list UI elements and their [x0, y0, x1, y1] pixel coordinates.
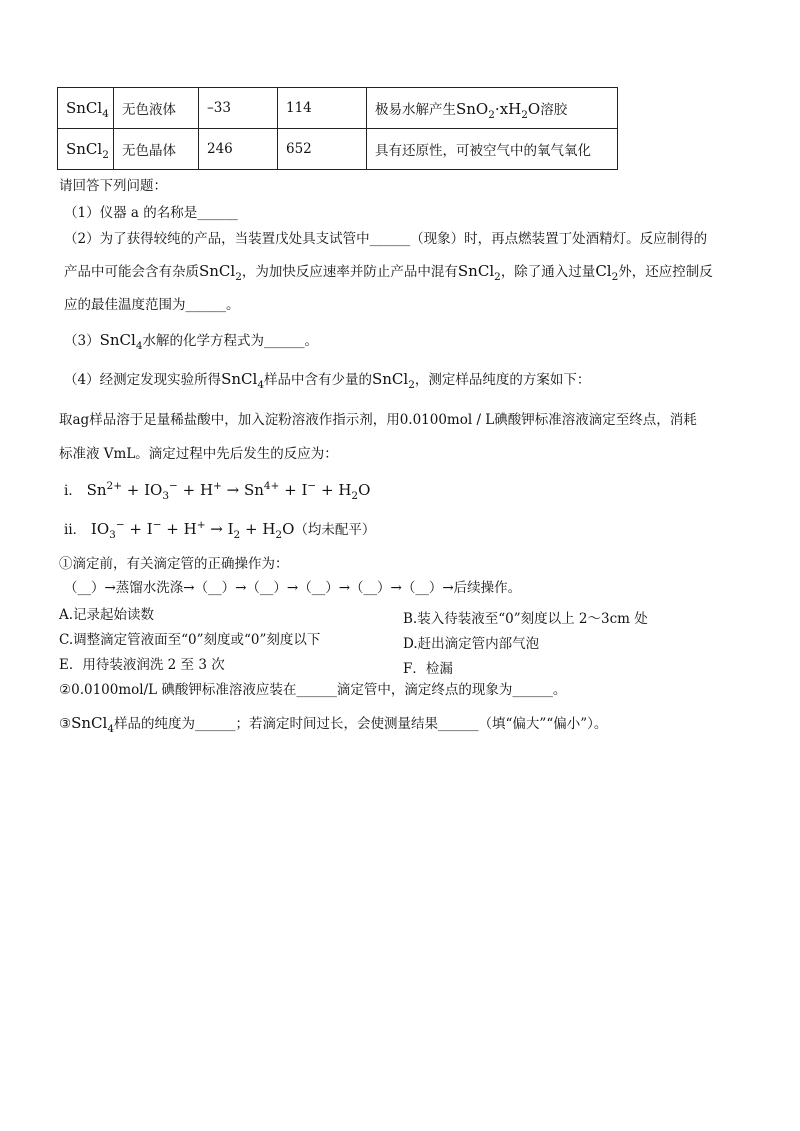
step-3: ③SnCl$_4$样品的纯度为______；若滴定时间过长，会使测量结果______（填“偏大”“偏小”）。 — [59, 714, 608, 735]
melting-point-cell: 246 — [199, 129, 278, 170]
step-2: ②0.0100mol/L 碘酸钾标准溶液应装在______滴定管中，滴定终点的现象为______。 — [59, 682, 567, 698]
note-cell: 极易水解产生$SnO_2\cdot xH_2O$溶胶 — [367, 88, 618, 129]
state-cell: 无色晶体 — [114, 129, 199, 170]
table-row — [58, 129, 618, 170]
question-2-line-3: 应的最佳温度范围为______。 — [64, 297, 240, 313]
question-1: （1）仪器 a 的名称是______ — [64, 205, 238, 221]
intro-text: 请回答下列问题： — [59, 178, 167, 194]
step-1-sequence: （__）→蒸馏水洗涤→（__）→（__）→（__）→（__）→（__）→后续操作。 — [64, 580, 522, 596]
properties-table — [57, 87, 618, 170]
boiling-point-cell: 652 — [278, 129, 367, 170]
question-4: （4）经测定发现实验所得SnCl$_4$样品中含有少量的SnCl$_2$，测定样品纯度的方案如下： — [64, 370, 591, 391]
formula-cell: SnCl$_4$ — [58, 88, 114, 129]
step-1-title: ①滴定前，有关滴定管的正确操作为： — [59, 556, 289, 572]
question-4-procedure-line-1: 取ag样品溶于足量稀盐酸中，加入淀粉溶液作指示剂，用0.0100mol / L碘酸钾标准溶液滴定至终点，消耗 — [59, 412, 697, 428]
reaction-2: ⅱ． $IO_3^- + I^- + H^+ \to I_2 + H_2O$（均未配平） — [64, 519, 376, 541]
option-b: B.装入待装液至“0”刻度以上 2～3cm 处 — [403, 611, 648, 627]
state-cell: 无色液体 — [114, 88, 199, 129]
table-row — [58, 88, 618, 129]
formula-cell: SnCl$_2$ — [58, 129, 114, 170]
option-c: C.调整滴定管液面至“0”刻度或“0”刻度以下 — [59, 632, 321, 648]
question-3: （3）SnCl$_4$水解的化学方程式为______。 — [64, 331, 318, 352]
question-2-line-1: （2）为了获得较纯的产品，当装置戊处具支试管中______（现象）时，再点燃装置丁处酒精灯。反应制得的 — [64, 231, 708, 247]
option-d: D.赶出滴定管内部气泡 — [403, 636, 540, 652]
option-a: A.记录起始读数 — [59, 607, 155, 623]
boiling-point-cell: 114 — [278, 88, 367, 129]
question-4-procedure-line-2: 标准液 VmL。滴定过程中先后发生的反应为： — [59, 446, 338, 462]
melting-point-cell: –33 — [199, 88, 278, 129]
option-f: F．检漏 — [403, 661, 453, 677]
question-2-line-2: 产品中可能会含有杂质SnCl$_2$，为加快反应速率并防止产品中混有SnCl$_2$，除了通入过量$Cl_2$外，还应控制反 — [64, 262, 713, 283]
note-cell: 具有还原性，可被空气中的氧气氧化 — [367, 129, 618, 170]
reaction-1: ⅰ． $Sn^{2+} + IO_3^- + H^+ \to Sn^{4+} + I^- + H_2O$ — [64, 480, 371, 502]
option-e: E．用待装液润洗 2 至 3 次 — [59, 657, 225, 673]
